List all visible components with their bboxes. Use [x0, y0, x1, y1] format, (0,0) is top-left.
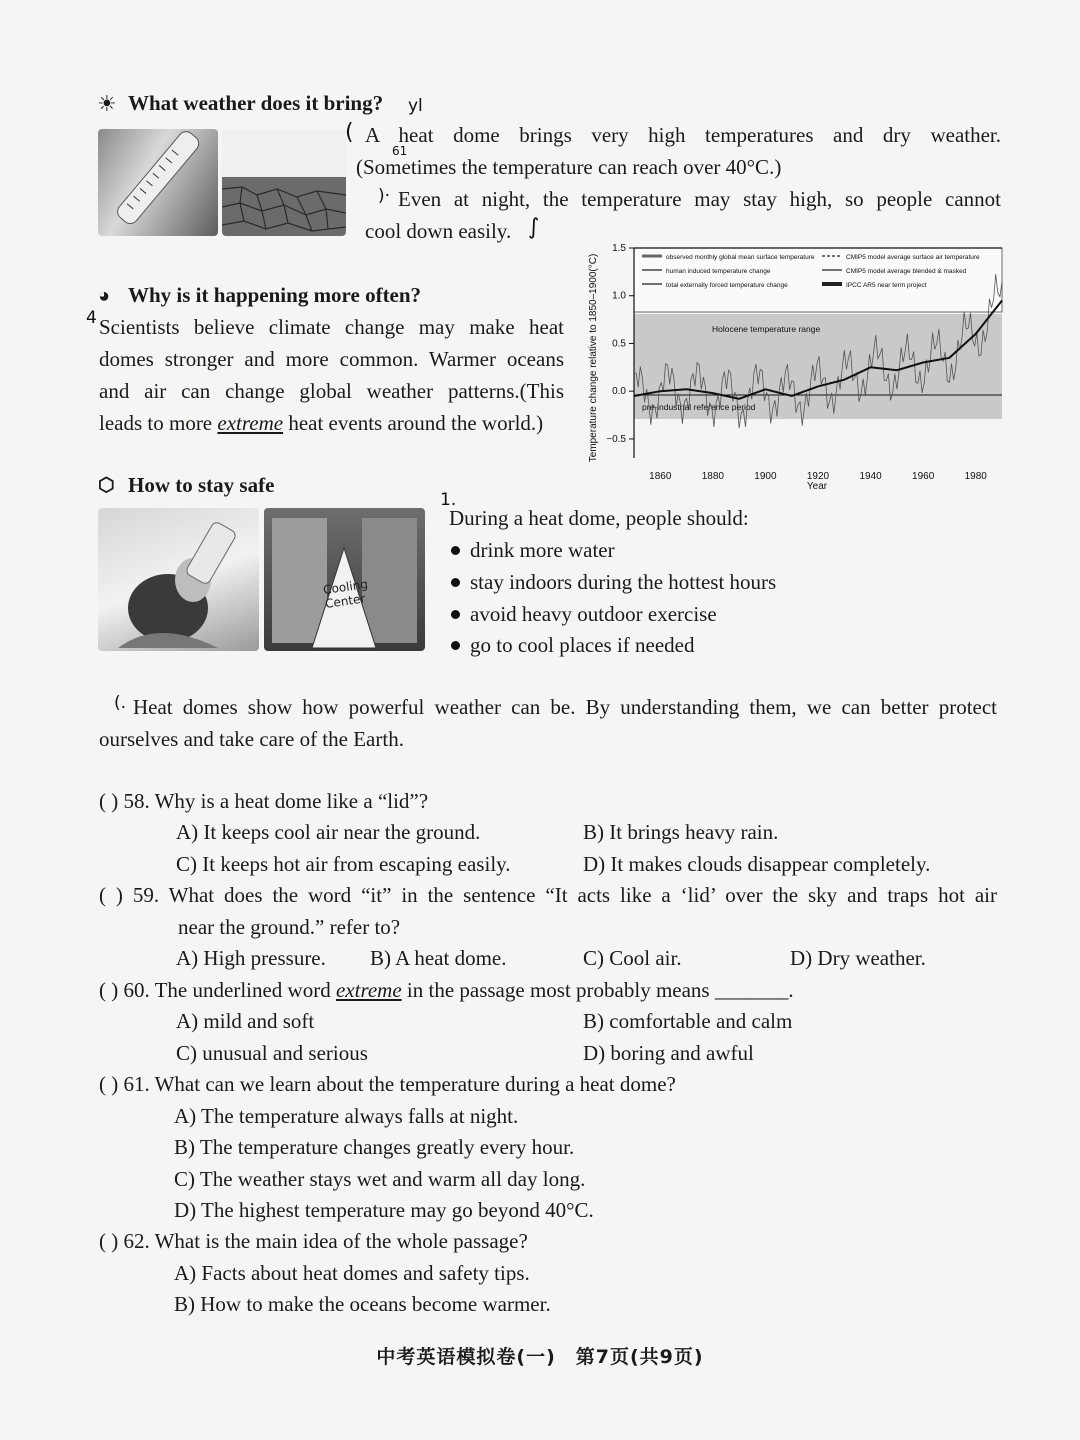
question-62: ( ) 62. What is the main idea of the whole passage?	[99, 1229, 528, 1253]
option: B) A heat dome.	[370, 946, 507, 970]
paragraph-line: Even at night, the temperature may stay high, so people cannot	[398, 187, 1001, 211]
option: D) boring and awful	[583, 1041, 754, 1065]
thermometer-photo	[98, 129, 218, 236]
child-drinking-photo	[98, 508, 259, 651]
x-tick-label: 1860	[649, 471, 672, 482]
paragraph-line: (Sometimes the temperature can reach over 40°C.)	[356, 155, 782, 179]
x-tick-label: 1940	[859, 471, 882, 482]
option: D) It makes clouds disappear completely.	[583, 852, 931, 876]
underlined-word: extreme	[335, 978, 402, 1002]
safety-intro: During a heat dome, people should:	[449, 506, 749, 530]
question-61: ( ) 61. What can we learn about the temperature during a heat dome?	[99, 1072, 676, 1096]
preindustrial-label: pre-industrial reference period	[642, 402, 756, 412]
x-axis-label: Year	[806, 481, 828, 492]
handwritten-mark: 4	[86, 308, 97, 328]
option: B) The temperature changes greatly every hour.	[174, 1135, 575, 1159]
legend-label: CMIP5 model average blended & masked	[846, 268, 967, 275]
handwritten-bracket: ∫	[528, 215, 540, 240]
list-item: avoid heavy outdoor exercise	[451, 598, 717, 630]
underlined-word: extreme	[217, 411, 284, 435]
legend-label: total externally forced temperature change	[666, 282, 788, 289]
paragraph-line: and air can change global weather patterns.(This	[99, 379, 564, 403]
x-tick-label: 1960	[912, 471, 935, 482]
y-tick-label: −0.5	[606, 433, 626, 445]
legend-label: IPCC AR5 near term project	[846, 282, 927, 289]
x-tick-label: 1880	[701, 471, 724, 482]
y-tick-label: 0.0	[612, 386, 626, 398]
sun-icon: ☀	[97, 91, 117, 116]
page-footer: 中考英语模拟卷(一) 第7页(共9页)	[376, 1346, 704, 1368]
dry-land-photo	[222, 129, 346, 236]
cooling-center-sign-text: Cooling Center	[322, 576, 369, 611]
paragraph-line: ourselves and take care of the Earth.	[99, 727, 404, 751]
option: A) High pressure.	[176, 946, 326, 970]
option: D) Dry weather.	[790, 946, 926, 970]
option: B) comfortable and calm	[583, 1009, 793, 1033]
handwritten-mark: 61	[392, 144, 408, 158]
x-tick-label: 1920	[806, 471, 830, 482]
option: B) How to make the oceans become warmer.	[174, 1292, 551, 1316]
y-tick-label: 1.5	[612, 243, 626, 254]
y-tick-label: 1.0	[612, 290, 626, 302]
section-heading-often: Why is it happening more often?	[128, 283, 422, 307]
x-tick-label: 1900	[754, 471, 777, 482]
cracked-ground-icon	[222, 129, 346, 236]
question-58: ( ) 58. Why is a heat dome like a “lid”?	[99, 789, 429, 813]
handwritten-mark: yl	[408, 96, 423, 116]
holocene-label: Holocene temperature range	[712, 324, 821, 334]
y-axis-label: Temperature change relative to 1850–1900(°C)	[588, 253, 599, 463]
paragraph-line: Scientists believe climate change may make heat	[99, 315, 564, 339]
paragraph-line: A heat dome brings very high temperatures and dry weather.	[365, 123, 1001, 147]
handwritten-mark: (.	[114, 693, 127, 713]
thermometer-icon	[98, 129, 218, 236]
legend-label: CMIP5 model average surface air temperature	[846, 254, 980, 261]
section-heading-safe: How to stay safe	[128, 473, 275, 497]
list-item: drink more water	[451, 534, 615, 566]
globe-icon: ◕	[98, 285, 111, 307]
x-tick-label: 1980	[964, 471, 987, 482]
cooling-center-photo	[264, 508, 425, 651]
option: D) The highest temperature may go beyond 40°C.	[174, 1198, 594, 1222]
y-tick-label: 0.5	[612, 338, 626, 350]
option: C) It keeps hot air from escaping easily.	[176, 852, 511, 876]
child-drinking-icon	[98, 508, 259, 651]
option: A) Facts about heat domes and safety tips.	[174, 1261, 530, 1285]
chart-svg	[582, 238, 1006, 492]
option: A) It keeps cool air near the ground.	[176, 820, 481, 844]
handwritten-bracket: (	[345, 120, 354, 145]
list-item: stay indoors during the hottest hours	[451, 566, 776, 598]
option: C) unusual and serious	[176, 1041, 368, 1065]
paragraph-line: Heat domes show how powerful weather can be. By understanding them, we can better protect	[133, 695, 997, 719]
question-59-cont: near the ground.” refer to?	[178, 915, 401, 939]
question-60: ( ) 60. The underlined word extreme in the passage most probably means _______.	[99, 978, 794, 1002]
option: B) It brings heavy rain.	[583, 820, 779, 844]
list-item: go to cool places if needed	[451, 629, 695, 661]
option: C) Cool air.	[583, 946, 682, 970]
temperature-chart	[582, 238, 1006, 492]
legend-label: observed monthly global mean surface temperature	[666, 254, 815, 261]
paragraph-line: cool down easily.	[365, 219, 512, 243]
handwritten-mark: 1.	[440, 490, 457, 510]
legend-label: human induced temperature change	[666, 268, 771, 275]
question-59: ( ) 59. What does the word “it” in the sentence “It acts like a ‘lid’ over the sky and traps hot air	[99, 883, 997, 907]
option: C) The weather stays wet and warm all day long.	[174, 1167, 586, 1191]
handwritten-mark: )·	[378, 186, 391, 206]
answer-blank: _______.	[714, 978, 794, 1002]
option: A) The temperature always falls at night.	[174, 1104, 519, 1128]
paragraph-line: leads to more extreme heat events around the world.)	[99, 411, 544, 435]
cube-icon: ⬡	[98, 475, 115, 496]
paragraph-line: domes stronger and more common. Warmer oceans	[99, 347, 564, 371]
section-heading-weather: What weather does it bring?	[128, 91, 384, 115]
option: A) mild and soft	[176, 1009, 315, 1033]
